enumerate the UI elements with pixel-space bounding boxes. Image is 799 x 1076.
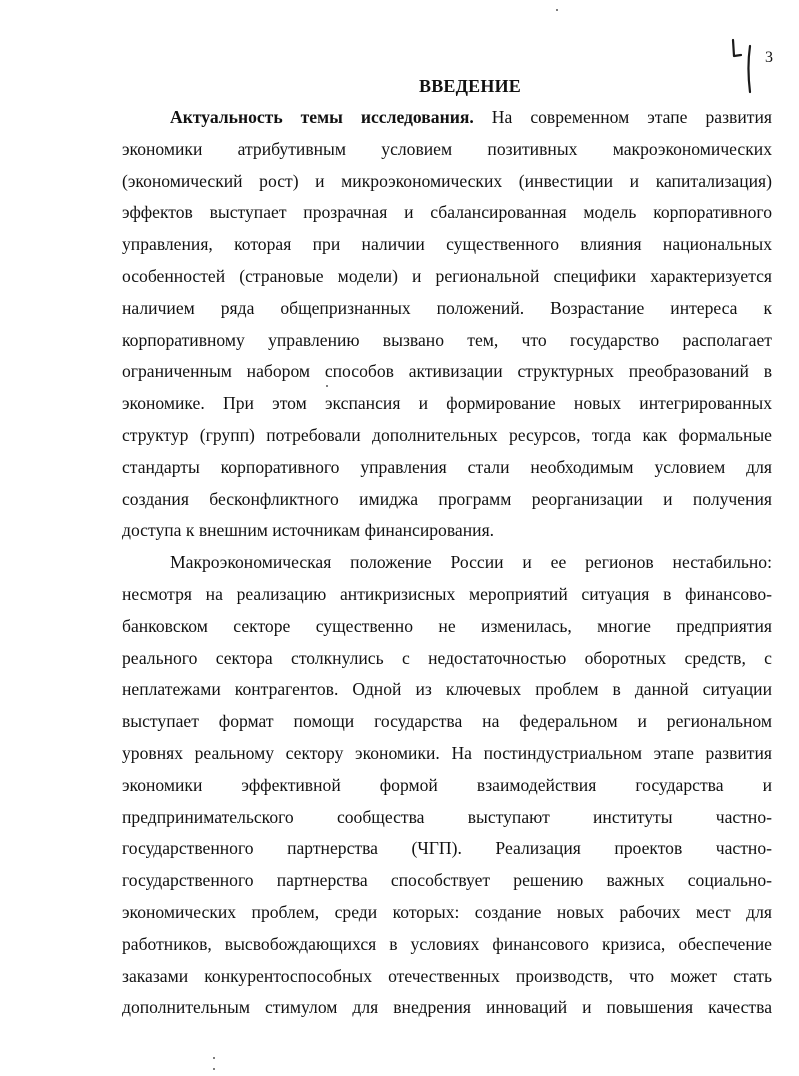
paragraph-line: дополнительным стимулом для внедрения инноваций и повышения качества [122,997,772,1018]
paragraph-line: корпоративному управлению вызвано тем, что государство располагает [122,329,772,350]
paragraph-line: структур (групп) потребовали дополнительных ресурсов, тогда как формальные [122,424,772,445]
paragraph-line: экономики атрибутивным условием позитивных макроэкономических [122,138,772,159]
paragraph-line: эффектов выступает прозрачная и сбалансированная модель корпоративного [122,202,772,223]
paragraph-line: уровнях реальному сектору экономики. На постиндустриальном этапе развития [122,742,772,763]
body-text [122,102,772,1024]
paragraph-line: создания бесконфликтного имиджа программ реорганизации и получения [122,488,772,509]
paragraph-line: неплатежами контрагентов. Одной из ключевых проблем в данной ситуации [122,679,772,700]
paragraph-line: выступает формат помощи государства на федеральном и региональном [122,711,772,732]
page-number: 3 [765,49,773,66]
paragraph-line: наличием ряда общепризнанных положений. Возрастание интереса к [122,297,772,318]
paragraph-line: экономических проблем, среди которых: создание новых рабочих мест для [122,901,772,922]
paragraph-line: стандарты корпоративного управления стали необходимым условием для [122,456,772,477]
scan-speck [213,1057,215,1059]
scan-speck [556,9,558,11]
paragraph-line: управления, которая при наличии существенного влияния национальных [122,234,772,255]
paragraph-line: (экономический рост) и микроэкономических (инвестиции и капитализация) [122,170,772,191]
paragraph-line: предпринимательского сообщества выступают институты частно- [122,806,772,827]
paragraph-line: Актуальность темы исследования. На современном этапе развития [170,107,772,127]
paragraph-line: Макроэкономическая положение России и ее регионов нестабильно: [170,552,772,573]
paragraph-line: несмотря на реализацию антикризисных мероприятий ситуация в финансово- [122,583,772,604]
paragraph-line: экономике. При этом экспансия и формирование новых интегрированных [122,393,772,414]
paragraph-line: доступа к внешним источникам финансирования. [122,520,495,541]
paragraph-lead: Актуальность темы исследования. [170,107,474,127]
paragraph-line: государственного партнерства (ЧГП). Реализация проектов частно- [122,838,772,859]
scan-speck [326,385,328,387]
scan-speck [213,1068,215,1070]
paragraph-line: экономики эффективной формой взаимодействия государства и [122,774,772,795]
paragraph-line: реального сектора столкнулись с недостаточностью оборотных средств, с [122,647,772,668]
paragraph-relevance [122,102,772,547]
paragraph-line: банковском секторе существенно не изменилась, многие предприятия [122,615,772,636]
paragraph-line: государственного партнерства способствует решению важных социально- [122,870,772,891]
paragraph-line: работников, высвобождающихся в условиях финансового кризиса, обеспечение [122,933,772,954]
section-heading: ВВЕДЕНИЕ [418,76,521,96]
paragraph-macroeconomic [122,547,772,1024]
paragraph-line: заказами конкурентоспособных отечественных производств, что может стать [122,965,772,986]
paragraph-line: ограниченным набором способов активизации структурных преобразований в [122,361,772,382]
paragraph-line: особенностей (страновые модели) и региональной специфики характеризуется [122,265,772,286]
